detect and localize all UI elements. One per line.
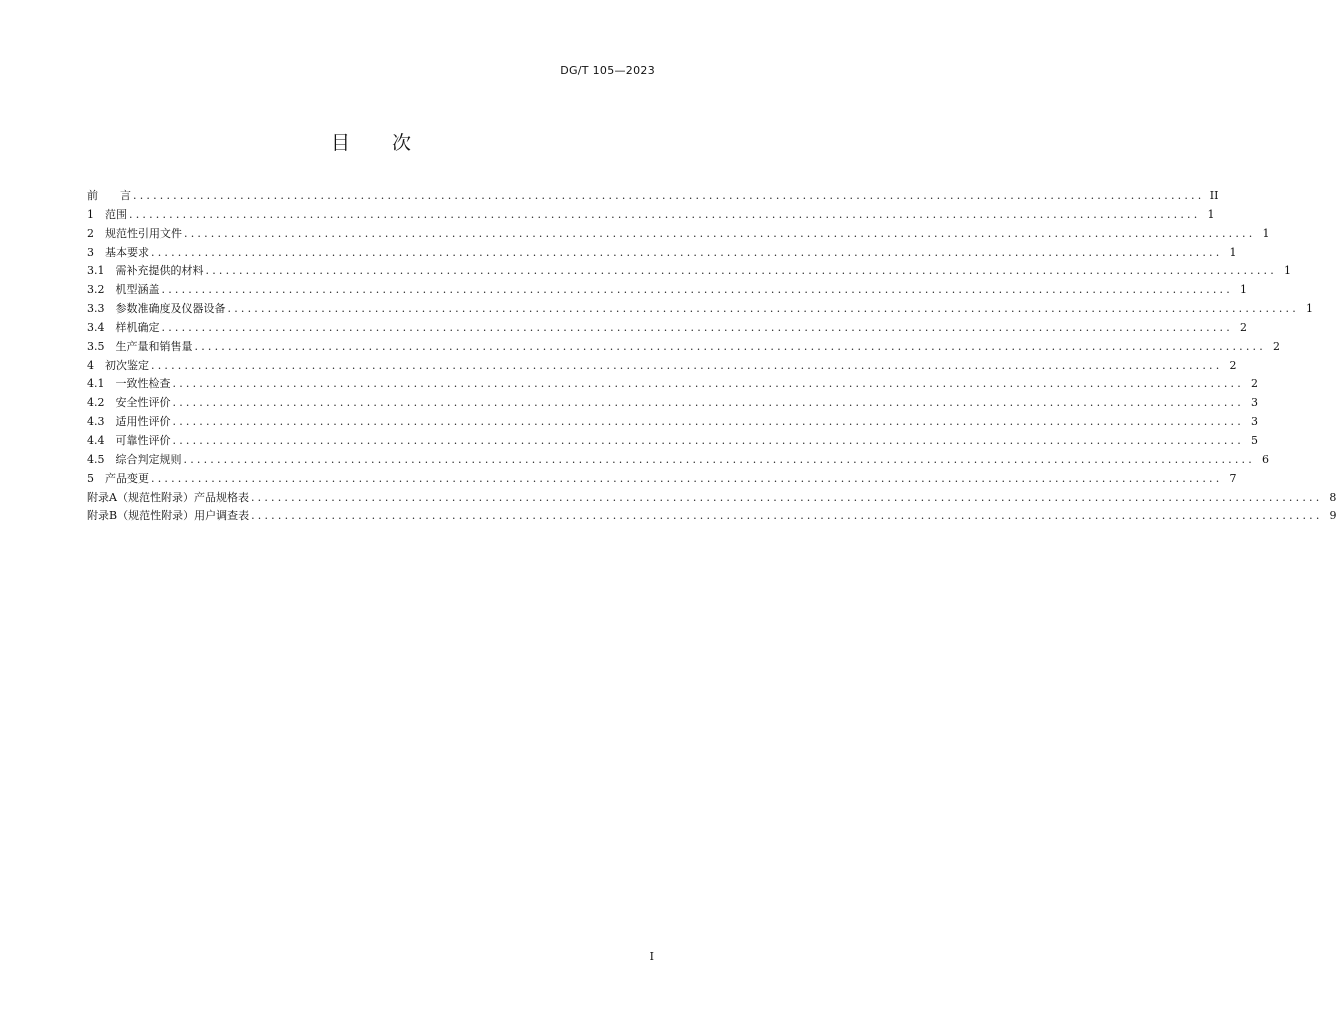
toc-entry-label: 3 基本要求 [87,245,149,259]
toc-entry [87,206,1215,225]
toc-entry-label: 3.2 机型涵盖 [87,283,160,297]
toc-entry [87,394,1258,413]
toc-entry-page: 1 [1283,264,1291,278]
toc-leader-dots: ................................................................................................................................................................ [151,358,1223,372]
toc-entry-label: 4.4 可靠性评价 [87,433,171,447]
page-number: I [649,950,654,963]
toc-leader-dots: ................................................................................................................................................................ [129,207,1201,221]
toc-leader-dots: ................................................................................................................................................................ [194,339,1266,353]
toc-entry [87,338,1280,357]
toc-entry [87,357,1237,376]
toc-leader-dots: ................................................................................................................................................................ [205,264,1277,278]
page-title: 目 次 [330,132,430,154]
toc-entry [87,281,1247,300]
toc-entry-label: 5 产品变更 [87,471,149,485]
toc-entry-page: 3 [1250,396,1258,410]
toc-leader-dots: ................................................................................................................................................................ [250,490,1323,504]
toc-entry [87,225,1270,244]
toc-entry-label: 4 初次鉴定 [87,358,149,372]
toc-entry-page: 7 [1229,471,1237,485]
toc-entry-page: 2 [1239,320,1247,334]
toc-entry-page: 1 [1229,245,1237,259]
toc-entry-page: 1 [1305,302,1313,316]
toc-entry [87,262,1291,281]
toc-entry-page: 1 [1207,207,1215,221]
toc-entry-label: 4.1 一致性检查 [87,377,171,391]
toc-leader-dots: ................................................................................................................................................................ [172,433,1244,447]
toc-entry-page: 8 [1329,490,1337,504]
toc-leader-dots: ................................................................................................................................................................ [184,226,1256,240]
toc-entry-page: 2 [1229,358,1237,372]
toc-entry-page: 9 [1329,509,1337,523]
toc-entry [87,244,1237,263]
toc-leader-dots: ................................................................................................................................................................ [161,283,1233,297]
toc-leader-dots: ................................................................................................................................................................ [151,245,1223,259]
toc-entry-page: 2 [1250,377,1258,391]
toc-leader-dots: ................................................................................................................................................................ [251,509,1323,523]
toc-entry-page: II [1209,189,1219,202]
toc-entry-label: 3.5 生产量和销售量 [87,339,193,353]
toc-entry-page: 1 [1239,283,1247,297]
toc-entry [87,319,1247,338]
toc-entry [87,187,1219,206]
toc-leader-dots: ................................................................................................................................................................ [172,396,1244,410]
toc-entry [87,507,1337,526]
toc-entry-label: 1 范围 [87,207,127,221]
toc-entry-label: 附录A（规范性附录）产品规格表 [87,490,249,504]
toc-leader-dots: ................................................................................................................................................................ [161,320,1233,334]
toc-leader-dots: ................................................................................................................................................................ [227,302,1299,316]
toc-leader-dots: ................................................................................................................................................................ [183,452,1255,466]
toc-entry [87,300,1313,319]
toc-leader-dots: ................................................................................................................................................................ [151,471,1223,485]
toc-entry [87,489,1337,508]
toc-entry-page: 1 [1262,226,1270,240]
toc-entry-label: 4.5 综合判定规则 [87,452,182,466]
toc-entry-label: 4.3 适用性评价 [87,415,171,429]
toc-entry-label: 3.1 需补充提供的材料 [87,264,204,278]
toc-leader-dots: ................................................................................................................................................................ [133,189,1205,202]
toc-entry-label: 2 规范性引用文件 [87,226,182,240]
toc-entry-label: 附录B（规范性附录）用户调查表 [87,509,250,523]
toc-leader-dots: ................................................................................................................................................................ [172,415,1244,429]
toc-entry-label: 前 言 [87,189,131,202]
toc-entry [87,375,1258,394]
toc-leader-dots: ................................................................................................................................................................ [172,377,1244,391]
toc-entry [87,432,1258,451]
toc-entry-page: 6 [1261,452,1269,466]
toc-entry-page: 3 [1250,415,1258,429]
toc-entry [87,451,1269,470]
toc-entry-label: 4.2 安全性评价 [87,396,171,410]
toc-entry-page: 2 [1272,339,1280,353]
toc-entry-label: 3.3 参数准确度及仪器设备 [87,302,226,316]
toc-entry [87,470,1237,489]
toc-entry-page: 5 [1250,433,1258,447]
toc-entry-label: 3.4 样机确定 [87,320,160,334]
document-code: DG/T 105—2023 [560,64,655,77]
table-of-contents [87,187,1337,526]
toc-entry [87,413,1258,432]
